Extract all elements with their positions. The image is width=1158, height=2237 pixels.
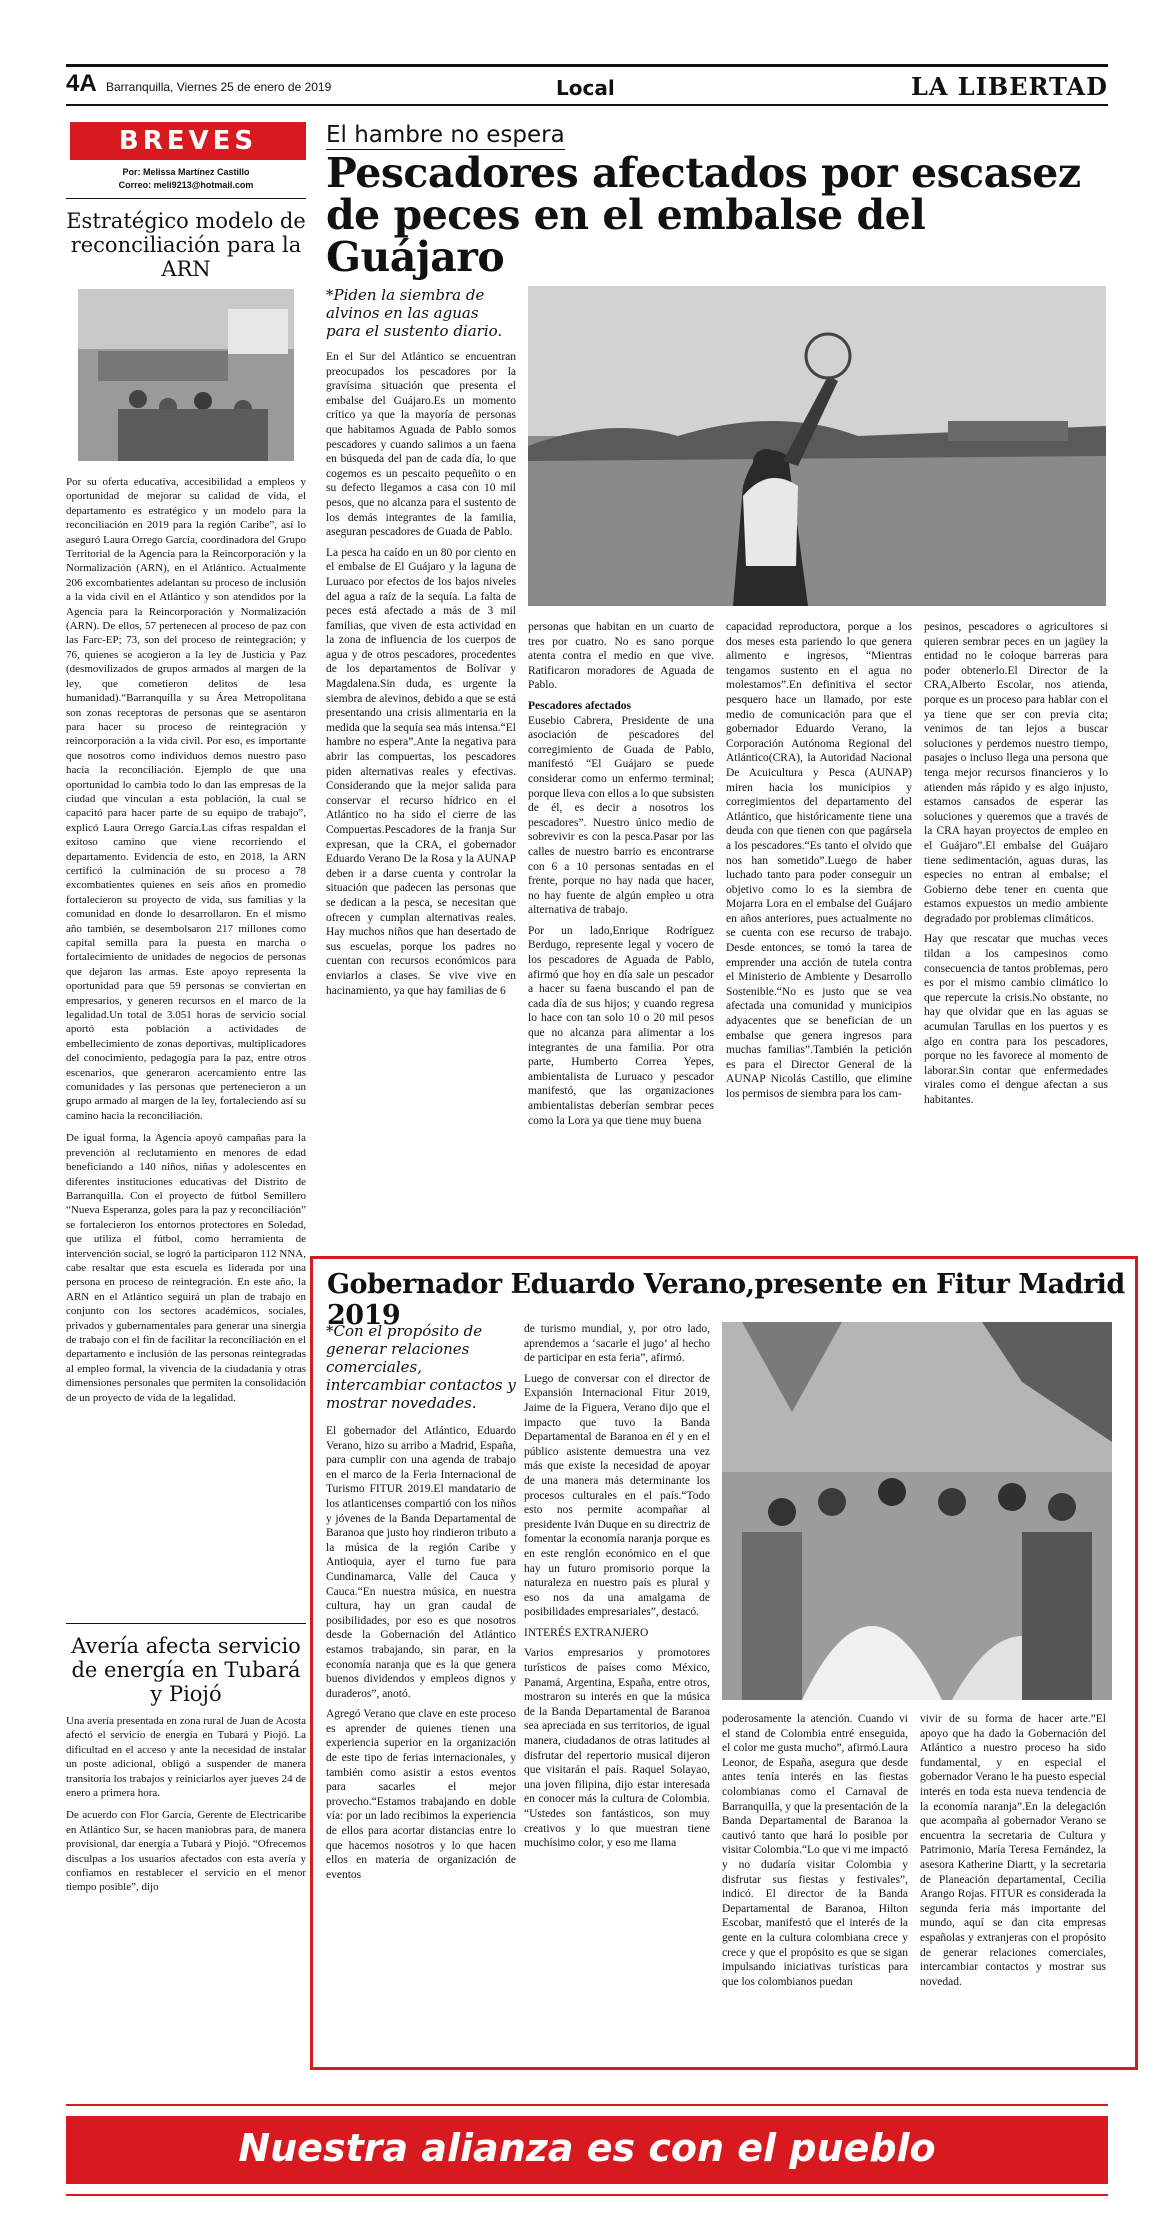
brief1-body: [66, 475, 306, 1613]
main-col2-subhead: Pescadores afectados: [528, 699, 631, 712]
fitur-column-4: [920, 1712, 1106, 2054]
brief2-paragraph-2: De acuerdo con Flor García, Gerente de Electricaribe en Atlántico Sur, se hacen maniobras para, de manera provisional, dar energía a Tubará y Piojó. “Ofrecemos disculpas a los usuarios afectados con esta avería y confiamos en restablecer el servicio en el menor tiempo posible”, dijo: [66, 1809, 306, 1894]
page-header: [66, 68, 1108, 102]
brief2-body: [66, 1714, 306, 1895]
page-number: 4A: [66, 70, 97, 97]
fitur-column-1: [326, 1424, 516, 2054]
main-story: [326, 122, 1108, 281]
fitur-column-2: [524, 1322, 710, 2054]
breves-divider: [66, 198, 306, 199]
main-col4-paragraph-2: Hay que rescatar que muchas veces tildan a los campesinos como consecuencia de tantos problemas, pero es por el mismo cambio climático lo que repercute la crisis.No obstante, no hay que olvidar que en las aguas se acumulan Tarullas en los puertos y es algo en contra para los pescadores, porque no les favorece al momento de laborar.Sin contar que enfermedades virales como el dengue afectan a sus habitantes.: [924, 933, 1108, 1106]
main-col4-paragraph-1: pesinos, pescadores o agricultores si quieren sembrar peces en un jagüey la entidad no le coloque barreras para poder obtenerlo.El Director de la CRA,Alberto Escolar, nos atienda, porque es un proceso para hablar con el ya tiene que ser con previa cita; venimos de tan lejos a buscar soluciones y perdemos nuestro tiempo, pasajes o incluso llega una persona que tenga mejor recursos financieros y lo atienden más rápido y es algo injusto, estamos cansados de esperar las soluciones y queremos que a través de la CRA hayan proyectos de empleo en el Guájaro”.El embalse del Guájaro tiene sedimentación, aguas duras, las especies no entran al embalse; el Gobierno debe tener en cuenta que estamos expuestos un medio ambiente degradado por problemas climáticos.: [924, 621, 1108, 925]
fitur-col2-subhead: INTERÉS EXTRANJERO: [524, 1626, 649, 1639]
fisherman-photo: [528, 286, 1106, 606]
fitur-band-photo-image: [722, 1322, 1112, 1700]
arn-event-photo: [78, 289, 294, 461]
main-col2-paragraph-3: Por un lado,Enrique Rodríguez Berdugo, represente legal y vocero de los pescadores de Aguada de Pablo, afirmó que hoy en día sale un pescador a hacer su faena buscando el pan de cada día de sus hijos; y cuando regresa lo hace con tan solo 10 o 20 mil pesos que no alcanza para alimentar a los integrantes de una familia. Por otra parte, Humberto Correa Yepes, ambientalista de Luruaco y pescador manifestó, que las organizaciones ambientalistas deberían sembrar peces como la Lora ya que tiene muy buena: [528, 924, 714, 1127]
section-name: Local: [556, 76, 615, 100]
fitur-lead: *Con el propósito de generar relaciones comerciales, intercambiar contactos y mostrar novedades.: [326, 1322, 516, 1412]
main-column-3: [726, 620, 912, 1245]
main-headline-line-1: Pescadores afectados por escasez: [326, 149, 1081, 197]
main-col1-paragraph-2: La pesca ha caído en un 80 por ciento en el embalse de El Guájaro y la laguna de Luruaco por efectos de los bajos niveles del agua a raíz de la sequía. La falta de peces está afectado a más de 3 mil familias, que viven de esta actividad en la zona de influencia de los cuerpos de agua y de otros pescadores, procedentes de los departamentos de Bolívar y Magdalena.Sin duda, es urgente la siembra de alevinos, debido a que se está presentando una crisis alimentaria en la medida que la sequía sea más intensa.“El hambre no espera”.Ante la negativa para abrir las compuertas, los pescadores piden alternativas reales y efectivas. Considerando que la mejor salida para conservar el recurso hídrico en el Atlántico no ha sido el cierre de las Compuertas.Pescadores de la franja Sur expresan, que la CRA, el gobernador Eduardo Verano De la Rosa y la AUNAP deben ir a darse cuenta y controlar la situación que padecen las personas que se dedican a la pesca, se necesitan que ofrecen y cumplan alternativas reales. Hay muchos niños que han desertado de sus escuelas, porque los padres no cuentan con recursos económicos para enviarlos a clases. Se vive vive en hacinamiento, ya que hay familias de 6: [326, 546, 516, 997]
fitur-col1-paragraph-1: El gobernador del Atlántico, Eduardo Verano, hizo su arribo a Madrid, España, para cumplir con una agenda de trabajo en el marco de la Feria Internacional de Turismo FITUR 2019.El mandatario de los atlanticenses compartió con los niños y jóvenes de la Banda Departamental de Baranoa que justo hoy rindieron tributo a la música de la región Caribe y Antioquia, ayer el turno fue para Cundinamarca, Valle del Cauca y Cauca.“En nuestra música, en nuestra cultura, hay un gran caudal de posibilidades, por eso es que nosotros desde la Gobernación del Atlántico estamos trabajando, sin parar, en la economía naranja que es la que genera buenos dividendos y empleos dignos y duraderos”, anotó.: [326, 1425, 516, 1700]
main-lead: *Piden la siembra de alvinos en las aguas para el sustento diario.: [326, 286, 503, 340]
brief1-paragraph-1: Por su oferta educativa, accesibilidad a empleos y oportunidad de mejorar su calidad de vida, el departamento es estratégico y un modelo para la reconciliación en 2019 para la región Caribe”, así lo aseguró Laura Orrego García, coordinadora del Grupo Territorial de la Agencia para la Reincorporación y la Normalización (ARN), en el Atlántico. Actualmente 206 excombatientes adelantan su proceso de inclusión a la vida civil en el Atlántico y son atendidos por la Agencia para la Reincorporación y Normalización (ARN). De ellos, 57 pertenecen al proceso de paz con las Farc-EP; 73, son del proceso de reintegración; y 76, quienes se acogieron a la ley de Justicia y Paz (desmovilizados de grupos armados al margen de la ley, que cometieron delitos de lesa humanidad).“Barranquilla y su Área Metropolitana son zonas receptoras de personas que se asentaron para hacer su proceso de reintegración y reincorporación a la vida civil. Por eso, es importante que nosotros como individuos demos nuestro paso hacia la reconciliación. Ejemplo de que una oportunidad lo cambia todo lo dan las empresas de la ciudad que vinculan a esta población, la cual se capacitó para hacer parte de su equipo de trabajo”, explicó Laura Orrego García.Las cifras respaldan el exitoso camino que viene recorriendo el departamento. Evidencia de esto, en 2018, la ARN certificó la culminación de su proceso a 78 excombatientes quienes en seis años en promedio fortalecieron su proyecto de vida, sus familias y la comunidad en donde lo desarrollaron. En el mismo año también, se desembolsaron 217 millones como capital semilla para la puesta en marcha o fortalecimiento de unidades de negocios de personas que dejaron las armas. Este apoyo representa la oportunidad para que 59 personas se conviertan en empresarios, y generen recursos en el marco de la legalidad.Un total de 3.051 horas de servicio social aportó esta población a actividades de embellecimiento de zonas deportivas, multiplicadores del conocimiento, pedagogía para la paz, entre otros escenarios, que generaron acercamiento entre las comunidades y las personas que pertenecieron a un grupo armado al margen de la ley, fortaleciendo así su camino hacia la reconciliación.: [66, 476, 306, 1122]
breves-column: [66, 122, 306, 1903]
main-col3-paragraph-1: capacidad reproductora, porque a los dos meses esta pariendo lo que genera alimento e ingresos, “Mientras tengamos sustento en el agua no molestamos”.En definitiva el sector pesquero hace un llamado, por este medio de comunicación para que el gobernador Eduardo Verano, la Corporación Autónoma Regional del Atlántico(CRA), la Autoridad Nacional De Acuicultura y Pesca (AUNAP) miren hacia los municipios y corregimientos del departamento del Atlántico, que históricamente tiene una deuda con que tienen con que pagársela a los pescadores.“Es tanto el olvido que nos han sometido”.Luego de haber luchado tanto para poder conseguir un objetivo como lo es la siembra de Mojarra Lora en el embalse del Guájaro en años anteriores, pues actualmente no se cuenta con ese recurso de trabajo. Desde entonces, se tomó la tarea de emprender una acción de tutela contra el Ministerio de Ambiente y Desarrollo Sostenible.“No es justo que se vea afectada una comunidad y municipios adyacentes que se benefician de un embalse que genera ingresos para muchas familias”.También la petición es para el Director General de la AUNAP Nicolás Castillo, que elimine los permisos de siembra para los cam-: [726, 621, 912, 1100]
newspaper-name: LA LIBERTAD: [910, 72, 1108, 101]
main-col2-paragraph-2: Eusebio Cabrera, Presidente de una asociación de pescadores del corregimiento de Guada de Pablo, manifestó “El Guájaro se puede considerar como un enfermo terminal; porque lleva con ellos a lo que subsisten de él, es decir a nosotros los pescadores”. Nuestro único medio de sobrevivir es con la pesca.Pasar por las calles de nuestro barrio es encontrarse con 6 a 10 personas sentadas en el frente, porque no hay nada que hacer, no hay fuente de algún empleo u otra alternativa de trabajo.: [528, 714, 714, 917]
fitur-col3-paragraph-1: poderosamente la atención. Cuando vi el stand de Colombia entré enseguida, el color me gusta mucho”, afirmó.Laura Leonor, de España, asegura que desde antes tenía interés en las fiestas colombianas como el Carnaval de Barranquilla, y que la presentación de la Banda Departamental de Baranoa la cautivó tanto que hará lo posible por visitar Colombia.“Lo que vi me impactó y no dudaría visitar Colombia y disfrutar sus fiestas y festivales”, indicó. El director de la Banda Departamental de Baranoa, Hilton Escobar, manifestó que el interés de la gente en la cultura colombiana crece y crece y que el propósito es que se sigan impulsando iniciativas turísticas para que los colombianos puedan: [722, 1713, 908, 1988]
fitur-band-photo: [722, 1322, 1112, 1700]
fitur-col2-paragraph-3: Varios empresarios y promotores turísticos de países como México, Panamá, Argentina, España, entre otros, mostraron su interés en que la música de la Banda Departamental de Baranoa sea apreciada en sus territorios, de igual manera, ciudadanos de otras latitudes al disfrutar del repertorio musical dijeron que visitarán el país. Raquel Solayao, una joven filipina, dijo estar interesada en conocer más la cultura de Colombia. “Ustedes son fantásticos, son muy creativos y lo que muestran tiene muchísimo color, y eso me llama: [524, 1647, 710, 1850]
byline-author: Por: Melissa Martínez Castillo: [122, 167, 250, 177]
page-date: Barranquilla, Viernes 25 de enero de 2019: [106, 80, 332, 94]
banner-slogan: Nuestra alianza es con el pueblo: [238, 2126, 936, 2170]
fitur-col2-paragraph-1: de turismo mundial, y, por otro lado, aprendemos a ‘sacarle el jugo’ al hecho de participar en esta feria”, afirmó.: [524, 1323, 710, 1365]
fisherman-photo-image: [528, 286, 1106, 606]
main-kicker: El hambre no espera: [326, 122, 565, 148]
header-bottom-rule: [66, 104, 1108, 106]
banner-top-line: [66, 2104, 1108, 2106]
brief2-title: Avería afecta servicio de energía en Tubará y Piojó: [71, 1634, 301, 1706]
brief2-paragraph-1: Una avería presentada en zona rural de Juan de Acosta afectó el servicio de energía en Tubará y Piojó. La dificultad en el acceso y ante la necesidad de instalar un poste adicional, obligó a suspender de manera transitoria los trabajos y reiniciarlos ayer jueves 24 de enero a primera hora.: [66, 1715, 306, 1800]
brief1-paragraph-2: De igual forma, la Agencia apoyó campañas para la prevención al reclutamiento en menores de edad beneficiando a 140 niños, niñas y adolescentes en diferentes instituciones educativas del Distrito de Barranquilla. Con el proyecto de fútbol Semillero “Nueva Esperanza, goles para la paz y reconciliación” se fortalecieron los entornos protectores en Soledad, que utiliza el fútbol, como herramienta de intervención social, se logró la participaron 112 NNA, cabe resaltar que esta escuela es liderada por una persona en proceso de reintegración. En este año, la ARN en el Atlántico seguirá un plan de trabajo en conjunto con los sectores académicos, sociales, privados y gubernamentales para generar una sinergia de trabajo con el fin de facilitar la reconciliación en el departamento e inclusión de las personas reintegradas al empleo formal, la vivencia de la ciudadanía y otras dimensiones personales que permiten la consolidación de un proyecto de vida de la legalidad.: [66, 1132, 306, 1404]
main-headline-line-2: de peces en el embalse del Guájaro: [326, 191, 926, 281]
breves-divider-2: [66, 1623, 306, 1624]
main-col1-paragraph-1: En el Sur del Atlántico se encuentran preocupados los pescadores por la gravísima situación que presenta el embalse del Guájaro.Es un momento crítico ya que la mayoría de personas que habitamos Aguada de Pablo somos pescadores y cuando salimos a un faena en búsqueda del pan de cada día, lo que cogemos es un pescaito pequeñito o en su defecto llegamos a casa con 10 mil pesos, que no alcanza para el sustento de los demás integrantes de la familia, aseguran pescadores de Guada de Pablo.: [326, 351, 516, 539]
banner-bottom-line: [66, 2194, 1108, 2196]
header-top-rule: [66, 64, 1108, 67]
main-column-4: [924, 620, 1108, 1245]
main-col2-paragraph-1: personas que habitan en un cuarto de tres por cuatro. No es sano porque atenta contra el medio en que vive. Ratificaron moradores de Aguada de Pablo.: [528, 621, 714, 692]
fitur-col4-paragraph-1: vivir de su forma de hacer arte.”El apoyo que ha dado la Gobernación del Atlántico a nuestro proceso ha sido fundamental, y en especial el gobernador Verano le ha puesto especial interés en toda esta nueva tendencia de la economía naranja”.En la delegación que acompaña al gobernador Verano se encuentra la secretaria de Cultura y Patrimonio, María Teresa Fernández, la asesora Katherine Diartt, y la secretaria de Planeación departamental, Cecilia Arango Rojas. FITUR es considerada la segunda feria más importante del mundo, aquí se dan cita empresas españolas y extranjeras con el propósito de generar relaciones comerciales, intercambiar contactos y mostrar sus novedad.: [920, 1713, 1106, 1988]
breves-byline: [66, 166, 306, 192]
slogan-banner: [66, 2116, 1108, 2184]
fitur-col1-paragraph-2: Agregó Verano que clave en este proceso es aprender de quienes tienen una experiencia superior en la organización de este tipo de ferias internacionales, y también como asistir a estos eventos para sacarles el mejor provecho.“Estamos trabajando en doble vía: por un lado recibimos la experiencia de ellos para acortar distancias entre lo que hacemos nosotros y lo que hacen ellos en materia de organización de eventos: [326, 1708, 516, 1881]
fitur-col2-paragraph-2: Luego de conversar con el director de Expansión Internacional Fitur 2019, Jaime de la Figuera, Verano dijo que el impacto que tuvo la Banda Departamental de Baranoa en él y en el público asistente demuestra una vez más que existe la necesidad de apoyar de una manera más determinante los procesos culturales en el país.“Todo esto nos permite acompañar al presidente Iván Duque en su directriz de fomentar la economía naranja porque es en este renglón económico en el que hay un futuro promisorio porque la naturaleza en nuestro país es plural y eso nos da una amalgama de posibilidades empresariales”, destacó.: [524, 1372, 710, 1619]
fitur-column-3: [722, 1712, 908, 2054]
main-headline: [326, 149, 1108, 281]
brief1-title: Estratégico modelo de reconciliación para la ARN: [66, 209, 306, 281]
arn-event-photo-image: [78, 289, 294, 461]
breves-label: BREVES: [70, 122, 306, 160]
main-column-2: [528, 620, 714, 1245]
byline-email: Correo: meli9213@hotmail.com: [118, 180, 254, 190]
fitur-headline: Gobernador Eduardo Verano,presente en Fitur Madrid 2019: [327, 1269, 1125, 1331]
main-column-1: [326, 350, 516, 1245]
